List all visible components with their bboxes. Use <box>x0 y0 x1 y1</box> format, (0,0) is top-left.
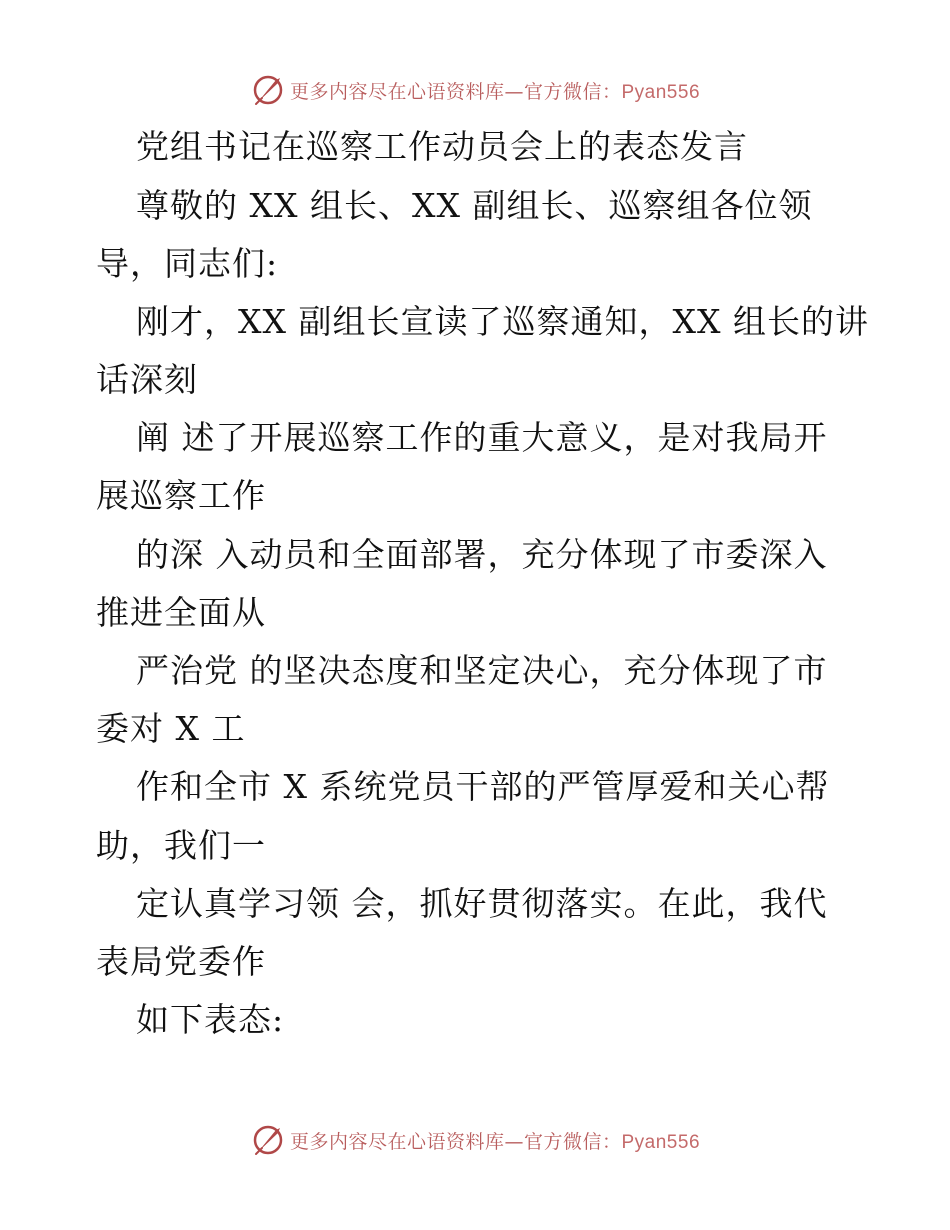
header-watermark <box>0 70 950 110</box>
paragraph-line: 刚才，XX 副组长宣读了巡察通知，XX 组长的讲 <box>136 302 869 341</box>
watermark-text: 更多内容尽在心语资料库—官方微信：Pyan556 <box>289 80 701 103</box>
document-title: 党组书记在巡察工作动员会上的表态发言 <box>136 127 748 166</box>
watermark-text: 更多内容尽在心语资料库—官方微信：Pyan556 <box>289 1130 701 1153</box>
paragraph-line: 助，我们一 <box>96 826 266 865</box>
paragraph-line: 严治党 的坚决态度和坚定决心，充分体现了市 <box>136 651 828 690</box>
paragraph-line: 委对 X 工 <box>96 709 246 748</box>
quill-logo-icon <box>250 72 286 108</box>
paragraph-line: 展巡察工作 <box>96 476 266 515</box>
paragraph-line: 推进全面从 <box>96 593 266 632</box>
paragraph-line: 表局党委作 <box>96 942 266 981</box>
paragraph-line: 作和全市 X 系统党员干部的严管厚爱和关心帮 <box>136 767 830 806</box>
paragraph-line: 尊敬的 XX 组长、XX 副组长、巡察组各位领 <box>136 186 813 225</box>
paragraph-line: 的深 入动员和全面部署，充分体现了市委深入 <box>136 535 828 574</box>
paragraph-line: 导，同志们: <box>96 244 279 283</box>
quill-logo-icon <box>250 1122 286 1158</box>
paragraph-line: 话深刻 <box>96 360 198 399</box>
paragraph-line: 定认真学习领 会，抓好贯彻落实。在此，我代 <box>136 884 828 923</box>
paragraph-line: 如下表态: <box>136 1000 285 1039</box>
footer-watermark <box>0 1120 950 1160</box>
paragraph-line: 阐 述了开展巡察工作的重大意义，是对我局开 <box>136 418 828 457</box>
